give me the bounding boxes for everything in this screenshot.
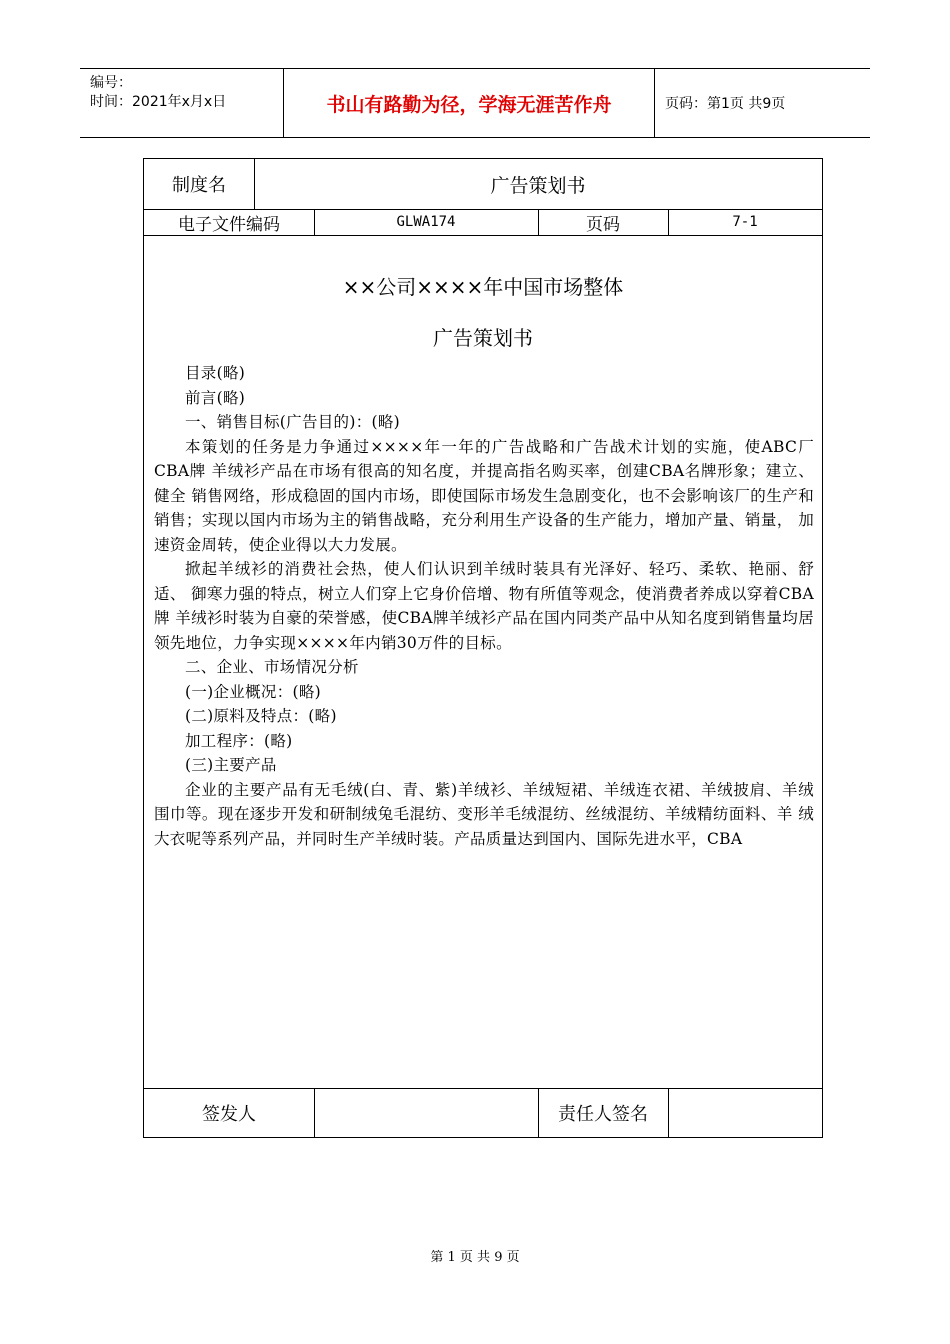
header-meta (80, 69, 284, 137)
preface-item: 前言(略) (185, 388, 246, 407)
page-value: 7-1 (732, 214, 758, 230)
toc-item: 目录(略) (185, 364, 246, 382)
subsection-heading: (二)原料及特点：(略) (185, 707, 337, 725)
issuer-field[interactable] (314, 1089, 538, 1137)
header-slogan: 书山有路勤为径，学海无涯苦作舟 (284, 69, 655, 137)
document-content (154, 361, 814, 851)
subsection-heading: (三)主要产品 (185, 756, 277, 774)
responsible-signature-field[interactable] (668, 1089, 822, 1137)
paragraph: 本策划的任务是力争通过××××年一年的广告战略和广告战术计划的实施，使ABC厂CBA牌 羊绒衫产品在市场有很高的知名度，并提高指名购买率，创建CBA名牌形象；建立、健全 销售网络，形成稳固的国内市场，即使国际市场发生急剧变化，也不会影响该厂的生产和 销售；实现以国内市场为主的销售战略，充分利用生产设备的生产能力，增加产量、销量， 加速资金周转，使企业得以大力发展。 (154, 437, 814, 554)
policy-name-value: 广告策划书 (490, 174, 586, 197)
page-label: 页码 (586, 214, 620, 235)
form-table (143, 158, 823, 1138)
policy-name-label: 制度名 (172, 175, 226, 196)
document-title-line1: ××公司××××年中国市场整体 (342, 275, 624, 299)
responsible-signature-label: 责任人签名 (558, 1104, 648, 1125)
time-label: 时间：2021年x月x日 (90, 94, 227, 110)
header-page-info: 页码：第1页 共9页 (665, 96, 786, 112)
issuer-label: 签发人 (202, 1104, 256, 1125)
subsection-heading: (一)企业概况：(略) (185, 682, 321, 701)
page-header (80, 68, 870, 138)
subsection-heading: 加工程序：(略) (185, 731, 293, 750)
paragraph: 掀起羊绒衫的消费社会热，使人们认识到羊绒时装具有光泽好、轻巧、柔软、艳丽、舒适、 御寒力强的特点，树立人们穿上它身价倍增、物有所值等观念，使消费者养成以穿着CBA牌 羊绒衫时装为自豪的荣誉感，使CBA牌羊绒衫产品在国内同类产品中从知名度到销售量均居 领先地位，力争实现××××年内销30万件的目标。 (154, 560, 814, 652)
page-footer: 第 1 页 共 9 页 (430, 1250, 520, 1265)
number-label: 编号： (90, 75, 132, 91)
file-code-value: GLWA174 (396, 214, 456, 230)
section-heading: 二、企业、市场情况分析 (185, 658, 359, 676)
row-divider (144, 235, 822, 236)
section-heading: 一、销售目标(广告目的)：(略) (185, 413, 400, 431)
paragraph: 企业的主要产品有无毛绒(白、青、紫)羊绒衫、羊绒短裙、羊绒连衣裙、羊绒披肩、羊绒 围巾等。现在逐步开发和研制绒兔毛混纺、变形羊毛绒混纺、丝绒混纺、羊绒精纺面料、羊 绒大衣呢等系列产品，并同时生产羊绒时装。产品质量达到国内、国际先进水平，CBA (154, 780, 814, 848)
file-code-label: 电子文件编码 (178, 214, 280, 235)
document-title-line2: 广告策划书 (433, 326, 533, 350)
